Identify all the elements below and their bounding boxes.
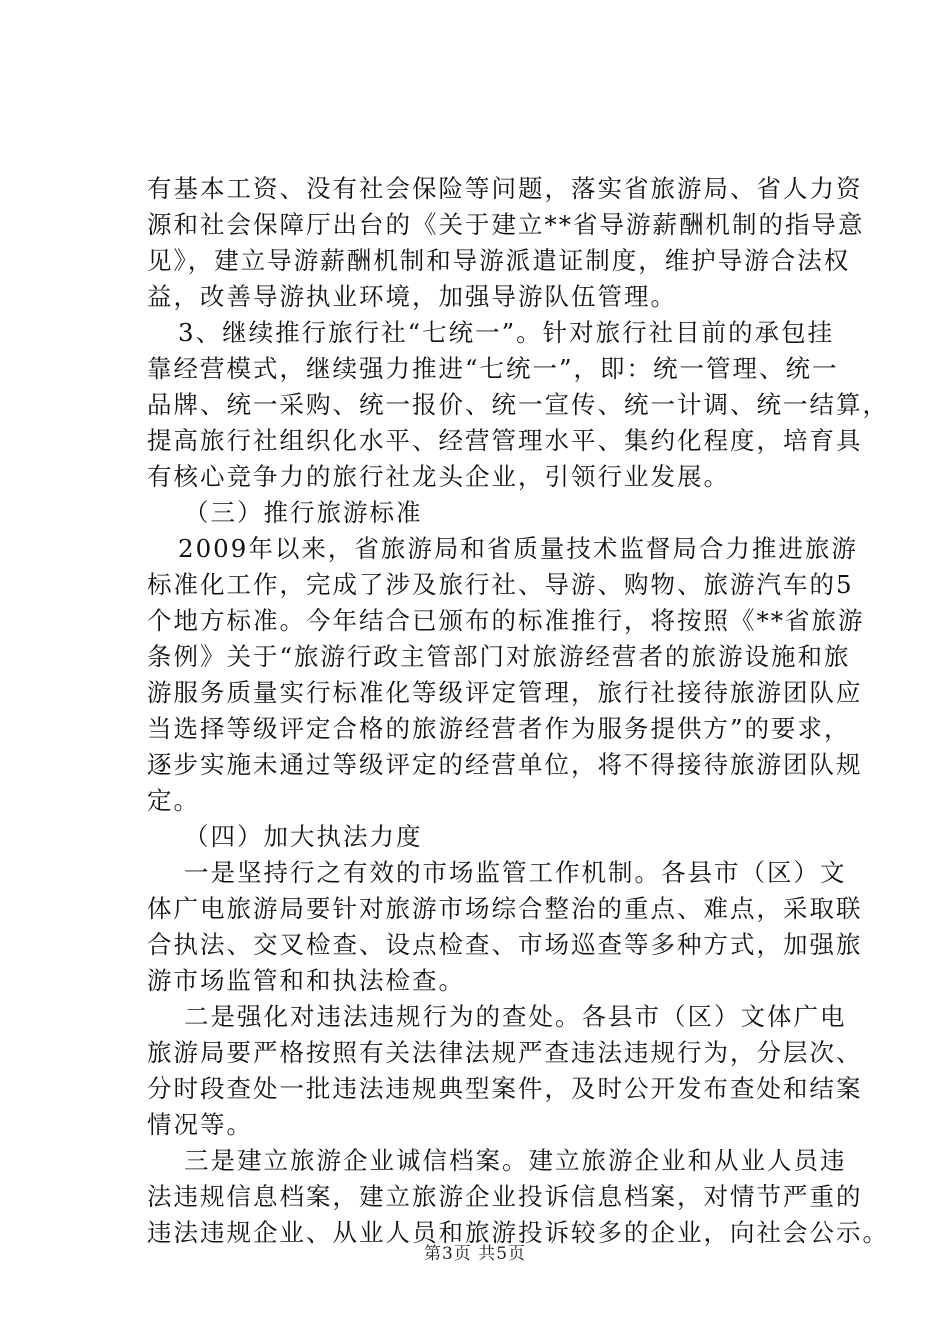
text-line: 见》，建立导游薪酬机制和导游派遣证制度，维护导游合法权 xyxy=(147,246,851,275)
text-line: 靠经营模式，继续强力推进“七统一”，即：统一管理、统一 xyxy=(147,354,839,383)
text-line: 品牌、统一采购、统一报价、统一宣传、统一计调、统一结算， xyxy=(147,390,889,419)
text-line: 有核心竞争力的旅行社龙头企业，引领行业发展。 xyxy=(147,462,730,491)
text-line: 标准化工作，完成了涉及旅行社、导游、购物、旅游汽车的5 xyxy=(147,570,854,599)
text-line: 益，改善导游执业环境，加强导游队伍管理。 xyxy=(147,282,677,311)
text-line: 提高旅行社组织化水平、经营管理水平、集约化程度，培育具 xyxy=(147,426,863,455)
text-line: 游服务质量实行标准化等级评定管理，旅行社接待旅游团队应 xyxy=(147,678,863,707)
text-line: 违法违规企业、从业人员和旅游投诉较多的企业，向社会公示。 xyxy=(147,1218,889,1247)
text-line: 三是建立旅游企业诚信档案。建立旅游企业和从业人员违 xyxy=(184,1146,847,1175)
text-line: 游市场监管和和执法检查。 xyxy=(147,966,465,995)
text-line: 情况等。 xyxy=(147,1110,253,1139)
text-line: 二是强化对违法违规行为的查处。各县市（区）文体广电 xyxy=(184,1002,847,1031)
text-line: 法违规信息档案，建立旅游企业投诉信息档案，对情节严重的 xyxy=(147,1182,863,1211)
text-line: 源和社会保障厅出台的《关于建立**省导游薪酬机制的指导意 xyxy=(147,210,865,239)
text-line: 有基本工资、没有社会保险等问题，落实省旅游局、省人力资 xyxy=(147,174,863,203)
text-line: 当选择等级评定合格的旅游经营者作为服务提供方”的要求， xyxy=(147,714,851,743)
text-line: 体广电旅游局要针对旅游市场综合整治的重点、难点，采取联 xyxy=(147,894,863,923)
text-line: 条例》关于“旅游行政主管部门对旅游经营者的旅游设施和旅 xyxy=(147,642,851,671)
page-footer: 第3页 共5页 xyxy=(423,1244,527,1264)
text-line: 分时段查处一批违法违规典型案件，及时公开发布查处和结案 xyxy=(147,1074,863,1103)
text-line: 逐步实施未通过等级评定的经营单位，将不得接待旅游团队规 xyxy=(147,750,863,779)
text-line: 个地方标准。今年结合已颁布的标准推行，将按照《**省旅游 xyxy=(147,606,865,635)
text-line: 一是坚持行之有效的市场监管工作机制。各县市（区）文 xyxy=(184,858,847,887)
section-heading: （三）推行旅游标准 xyxy=(184,498,423,527)
section-heading: （四）加大执法力度 xyxy=(184,822,423,851)
text-line: 2009年以来，省旅游局和省质量技术监督局合力推进旅游 xyxy=(178,534,858,563)
text-line: 3、继续推行旅行社“七统一”。针对旅行社目前的承包挂 xyxy=(178,318,835,347)
text-line: 旅游局要严格按照有关法律法规严查违法违规行为，分层次、 xyxy=(147,1038,863,1067)
text-line: 定。 xyxy=(147,786,200,815)
text-line: 合执法、交叉检查、设点检查、市场巡查等多种方式，加强旅 xyxy=(147,930,863,959)
